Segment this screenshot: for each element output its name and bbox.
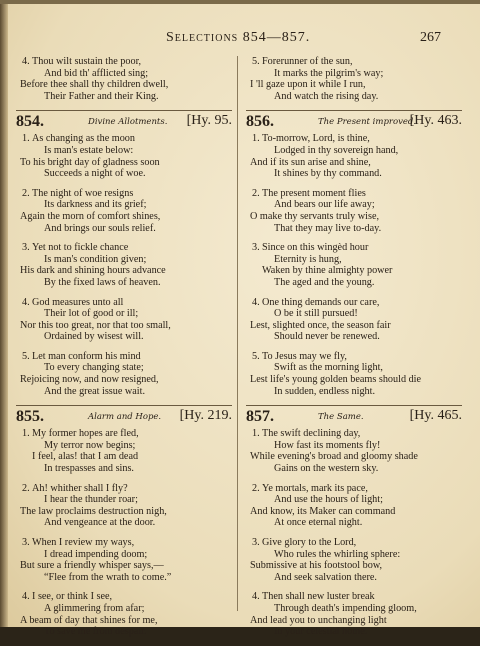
stanza-number: 2. [252, 482, 260, 494]
verse-text: I 'll gaze upon it while I run, [250, 79, 366, 91]
verse-text: God measures unto all [32, 296, 124, 308]
verse-text: I dread impending doom; [44, 548, 148, 560]
verse-text: Its darkness and its grief; [44, 199, 147, 211]
verse-text: And vengeance at the door. [44, 517, 156, 529]
verse-line [16, 254, 232, 266]
verse-line [246, 362, 462, 374]
verse-text: Their lot of good or ill; [44, 308, 139, 320]
left-column [16, 54, 232, 646]
verse-text: “Flee from the wrath to come.” [44, 571, 172, 583]
verse-text: Lest life's young golden beams should die [250, 374, 422, 386]
verse-text: Ordained by wisest will. [44, 331, 144, 343]
hymn-heading [16, 405, 232, 426]
verse-text: Let man conform his mind [32, 350, 141, 362]
verse-text: And the great issue wait. [44, 385, 145, 397]
verse-line [246, 168, 462, 180]
verse-text: And brings our souls relief. [44, 222, 156, 234]
verse-line [16, 68, 232, 80]
verse-line [246, 572, 462, 584]
verse-line [246, 331, 462, 343]
verse-line [246, 265, 462, 277]
verse-text: Their Father and their King. [44, 90, 159, 102]
stanza [246, 591, 462, 637]
verse-line [246, 145, 462, 157]
stanza-number: 4. [22, 591, 30, 603]
verse-line [16, 463, 232, 475]
verse-text: O make thy servants truly wise, [250, 210, 380, 222]
verse-text: Is man's condition given; [44, 253, 147, 265]
stanza-number: 5. [252, 56, 260, 67]
stanza [246, 428, 462, 474]
verse-text: O be it still pursued! [274, 308, 358, 320]
verse-line [246, 494, 462, 506]
verse-text: A beam of day that shines for me, [20, 614, 158, 626]
verse-line [246, 440, 462, 452]
verse-line [246, 254, 462, 266]
verse-text: And watch the rising day. [274, 90, 379, 102]
hymn [246, 110, 462, 397]
verse-line [16, 572, 232, 584]
verse-line [16, 506, 232, 518]
stanza-number: 2. [22, 187, 30, 199]
verse-line [246, 549, 462, 561]
verse-text: Rejoicing now, and now resigned, [20, 374, 159, 386]
stanza-number: 1. [22, 133, 30, 145]
verse-text: To-morrow, Lord, is thine, [262, 133, 370, 145]
stanza [246, 188, 462, 234]
verse-text: By the fixed laws of heaven. [44, 276, 161, 288]
verse-line [246, 277, 462, 289]
verse-line [16, 451, 232, 463]
stanza-number: 1. [22, 428, 30, 440]
verse-text: Before thee shall thy children dwell, [20, 79, 169, 91]
verse-line [246, 591, 462, 603]
verse-text: As changing as the moon [32, 133, 135, 145]
hymn-number: 855. [16, 408, 44, 426]
verse-text: In sudden, endless night. [274, 385, 376, 397]
stanza [16, 133, 232, 179]
verse-text: I see, or think I see, [32, 591, 113, 603]
verse-line [16, 351, 232, 363]
verse-line [246, 463, 462, 475]
stanza-number: 1. [252, 428, 260, 440]
verse-line [246, 297, 462, 309]
verse-text: Eternity is hung, [274, 253, 342, 265]
verse-line [16, 560, 232, 572]
verse-text: Submissive at his footstool bow, [250, 560, 383, 572]
stanza-number: 2. [22, 482, 30, 494]
verse-line [246, 537, 462, 549]
hymn [246, 405, 462, 638]
stanza-number: 4. [252, 296, 260, 308]
verse-line [246, 615, 462, 627]
stanza [16, 537, 232, 583]
verse-line [246, 451, 462, 463]
stanza-number: 5. [22, 350, 30, 362]
verse-text: It marks the pilgrim's way; [274, 67, 384, 79]
stanza [16, 483, 232, 529]
verse-text: I hear the thunder roar; [44, 494, 138, 506]
verse-line [246, 199, 462, 211]
verse-line [246, 308, 462, 320]
verse-line [246, 188, 462, 200]
verse-text: In your celestial home. [274, 626, 368, 638]
verse-text: Who rules the whirling sphere: [274, 548, 401, 560]
hymn-reference: [Hy. 219. [179, 408, 232, 424]
verse-line [16, 188, 232, 200]
stanza [246, 483, 462, 529]
verse-line [16, 331, 232, 343]
verse-line [16, 626, 232, 638]
running-header [8, 30, 480, 50]
column-divider [237, 56, 238, 611]
verse-text: A glimmering from afar; [44, 602, 145, 614]
page-number: 267 [420, 30, 441, 45]
stanza-number: 3. [22, 242, 30, 254]
verse-text: His dark and shining hours advance [20, 265, 166, 277]
verse-line [246, 483, 462, 495]
verse-text: While evening's broad and gloomy shade [250, 451, 418, 463]
verse-line [16, 211, 232, 223]
right-column [246, 54, 462, 646]
verse-line [16, 603, 232, 615]
verse-line [246, 560, 462, 572]
verse-text: It shines by thy command. [274, 168, 382, 180]
hymn-heading [246, 405, 462, 426]
stanza-number: 2. [252, 187, 260, 199]
verse-text: Waken by thine almighty power [262, 265, 393, 277]
verse-text: My former hopes are fled, [32, 428, 139, 440]
verse-line [246, 242, 462, 254]
stanza [16, 297, 232, 343]
verse-line [16, 374, 232, 386]
verse-line [16, 517, 232, 529]
verse-text: Lest, slighted once, the season fair [250, 319, 391, 331]
verse-line [246, 506, 462, 518]
verse-line [246, 211, 462, 223]
stanza-number: 3. [252, 537, 260, 548]
verse-line [16, 320, 232, 332]
verse-line [246, 91, 462, 103]
verse-line [246, 626, 462, 638]
verse-text: Succeeds a night of woe. [44, 168, 146, 180]
verse-text: Thou wilt sustain the poor, [32, 56, 142, 67]
verse-line [16, 91, 232, 103]
verse-line [246, 223, 462, 235]
verse-line [246, 68, 462, 80]
hymn-title: Alarm and Hope. [88, 412, 162, 423]
verse-line [246, 320, 462, 332]
verse-line [16, 428, 232, 440]
verse-line [16, 537, 232, 549]
page-title: Selections 854—857. [166, 30, 311, 45]
stanza-number: 4. [22, 56, 30, 67]
stanza [246, 537, 462, 583]
verse-line [16, 386, 232, 398]
verse-text: To Jesus may we fly, [262, 350, 347, 362]
verse-line [16, 168, 232, 180]
verse-text: Since on this wingèd hour [262, 242, 369, 254]
stanza-number: 4. [252, 591, 260, 603]
stanza [16, 242, 232, 288]
verse-line [16, 297, 232, 309]
verse-text: Through death's impending gloom, [274, 602, 417, 614]
verse-line [16, 440, 232, 452]
stanza-number: 1. [252, 133, 260, 145]
verse-text: Give glory to the Lord, [262, 537, 357, 548]
stanza-number: 3. [252, 242, 260, 254]
verse-text: And if its sun arise and shine, [250, 156, 371, 168]
verse-line [16, 308, 232, 320]
verse-text: One thing demands our care, [262, 296, 380, 308]
stanza-number: 4. [22, 296, 30, 308]
hymn-heading [16, 110, 232, 131]
stanza-number: 3. [22, 537, 30, 548]
verse-line [246, 133, 462, 145]
verse-text: The aged and the young. [274, 276, 375, 288]
stanza [246, 351, 462, 397]
hymn-reference: [Hy. 95. [186, 113, 232, 129]
verse-text: But sure a friendly whisper says,— [20, 560, 164, 572]
stanza [16, 591, 232, 637]
verse-text: How fast its moments fly! [274, 439, 381, 451]
verse-line [16, 591, 232, 603]
stanza [16, 428, 232, 474]
verse-text: At once eternal night. [274, 517, 363, 529]
hymn-number: 854. [16, 113, 44, 131]
verse-text: The night of woe resigns [32, 187, 134, 199]
verse-text: To his bright day of gladness soon [20, 156, 160, 168]
verse-text: Ye mortals, mark its pace, [262, 482, 368, 494]
verse-text: And bears our life away; [274, 199, 375, 211]
verse-text: That they may live to-day. [274, 222, 382, 234]
verse-text: Yet not to fickle chance [32, 242, 129, 254]
hymn-title: The Same. [318, 412, 364, 423]
verse-text: Should never be renewed. [274, 331, 380, 343]
hymn-number: 857. [246, 408, 274, 426]
stanza [16, 56, 232, 102]
verse-line [16, 199, 232, 211]
verse-text: The law proclaims destruction nigh, [20, 505, 167, 517]
verse-text: Lodged in thy sovereign hand, [274, 144, 399, 156]
verse-line [246, 351, 462, 363]
hymn-title: Divine Allotments. [88, 117, 168, 128]
verse-line [16, 133, 232, 145]
verse-text: And bid th' afflicted sing; [44, 67, 149, 79]
verse-line [16, 362, 232, 374]
verse-line [16, 223, 232, 235]
verse-line [246, 386, 462, 398]
verse-text: In trespasses and sins. [44, 463, 134, 475]
verse-line [16, 277, 232, 289]
verse-text: My terror now begins; [44, 439, 136, 451]
hymn [16, 405, 232, 638]
hymn-title: The Present improved. [318, 117, 417, 128]
verse-line [16, 265, 232, 277]
stanza [16, 351, 232, 397]
verse-text: Nor this too great, nor that too small, [20, 319, 171, 331]
stanza [246, 133, 462, 179]
verse-text: To save me from despair. [44, 626, 147, 638]
verse-line [246, 56, 462, 68]
verse-text: Is man's estate below: [44, 144, 134, 156]
verse-line [16, 79, 232, 91]
verse-text: Ah! whither shall I fly? [32, 482, 128, 494]
stanza [246, 56, 462, 102]
verse-text: And seek salvation there. [274, 571, 377, 583]
verse-text: Then shall new luster break [262, 591, 375, 603]
stanza [16, 188, 232, 234]
verse-text: Swift as the morning light, [274, 362, 383, 374]
verse-text: Gains on the western sky. [274, 463, 379, 475]
verse-line [246, 428, 462, 440]
verse-text: I feel, alas! that I am dead [32, 451, 139, 463]
verse-line [246, 157, 462, 169]
verse-line [16, 483, 232, 495]
verse-line [246, 374, 462, 386]
verse-text: And use the hours of light; [274, 494, 383, 506]
hymn-number: 856. [246, 113, 274, 131]
verse-text: Again the morn of comfort shines, [20, 210, 161, 222]
verse-line [16, 157, 232, 169]
hymn-reference: [Hy. 463. [409, 113, 462, 129]
verse-line [16, 494, 232, 506]
hymn-reference: [Hy. 465. [409, 408, 462, 424]
verse-line [246, 79, 462, 91]
verse-line [246, 603, 462, 615]
verse-line [16, 549, 232, 561]
verse-text: To every changing state; [44, 362, 144, 374]
stanza-number: 5. [252, 350, 260, 362]
stanza [246, 242, 462, 288]
verse-line [16, 615, 232, 627]
verse-line [16, 56, 232, 68]
verse-text: The present moment flies [262, 187, 366, 199]
verse-line [246, 517, 462, 529]
verse-text: And know, its Maker can command [250, 505, 396, 517]
verse-text: The swift declining day, [262, 428, 361, 440]
verse-text: And lead you to unchanging light [250, 614, 387, 626]
verse-text: Forerunner of the sun, [262, 56, 353, 67]
hymn [16, 110, 232, 397]
verse-line [16, 145, 232, 157]
verse-line [16, 242, 232, 254]
hymn-heading [246, 110, 462, 131]
verse-text: When I review my ways, [32, 537, 135, 548]
stanza [246, 297, 462, 343]
